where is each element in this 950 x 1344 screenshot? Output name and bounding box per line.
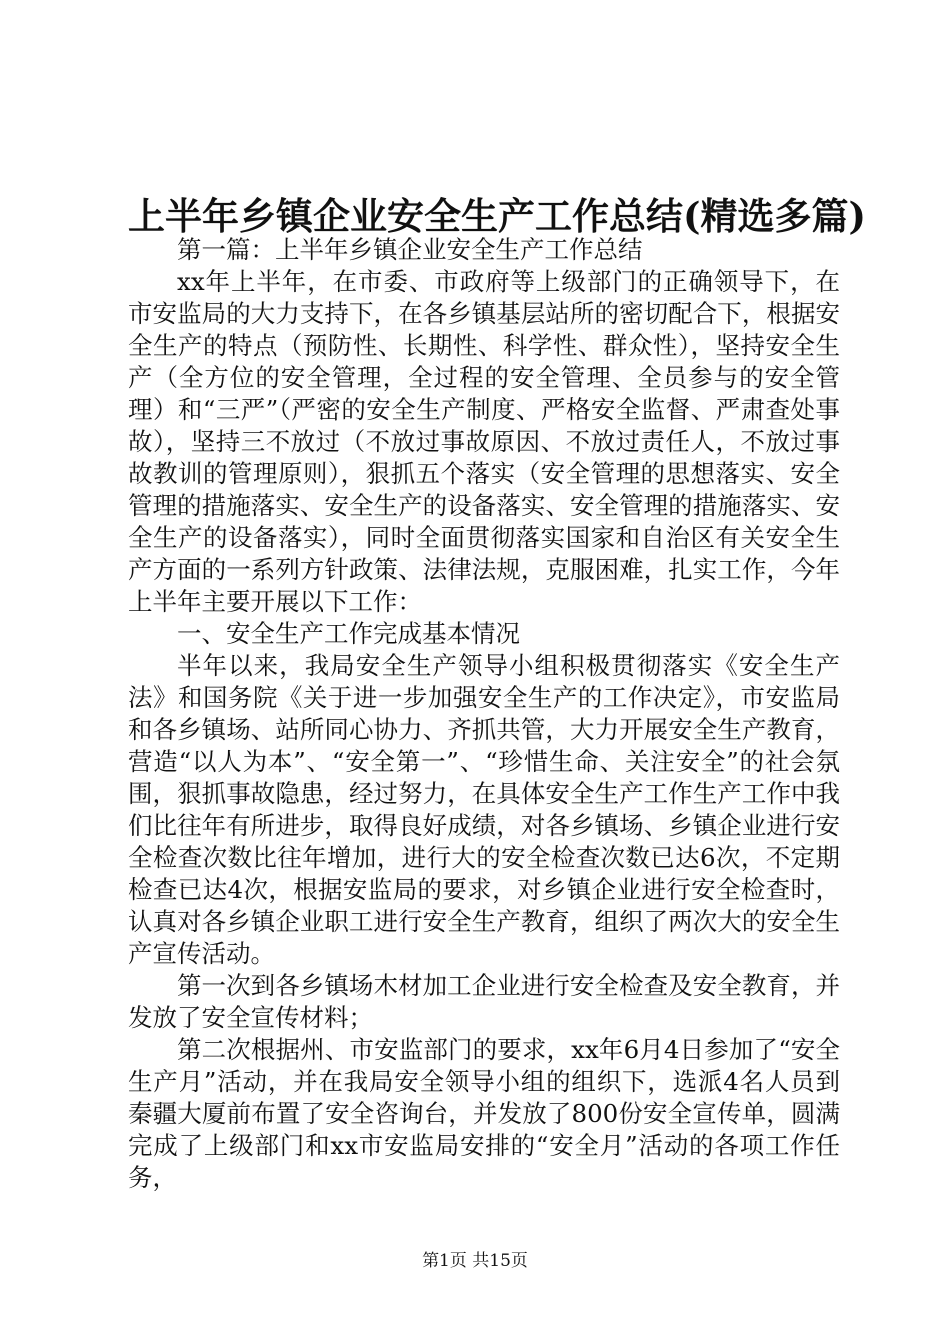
document-title: 上半年乡镇企业安全生产工作总结(精选多篇) bbox=[128, 194, 867, 238]
section-heading: 第一篇：上半年乡镇企业安全生产工作总结 bbox=[177, 235, 643, 264]
document-body bbox=[128, 234, 840, 1194]
body-paragraph: xx年上半年，在市委、市政府等上级部门的正确领导下，在市安监局的大力支持下，在各乡镇基层站所的密切配合下，根据安全生产的特点（预防性、长期性、科学性、群众性），坚持安全生产（全方位的安全管理，全过程的安全管理、全员参与的安全管理）和“三严”（严密的安全生产制度、严格安全监督、严肃查处事故），坚持三不放过（不放过事故原因、不放过责任人，不放过事故教训的管理原则），狠抓五个落实（安全管理的思想落实、安全管理的措施落实、安全生产的设备落实、安全管理的措施落实、安全生产的设备落实），同时全面贯彻落实国家和自治区有关安全生产方面的一系列方针政策、法律法规，克服困难，扎实工作，今年上半年主要开展以下工作： bbox=[128, 267, 840, 616]
section-heading: 一、安全生产工作完成基本情况 bbox=[177, 619, 520, 648]
body-paragraph: 第二次根据州、市安监部门的要求，xx年6月4日参加了“安全生产月”活动，并在我局安全领导小组的组织下，选派4名人员到秦疆大厦前布置了安全咨询台，并发放了800份安全宣传单，圆满完成了上级部门和xx市安监局安排的“安全月”活动的各项工作任务， bbox=[128, 1035, 840, 1192]
page-footer: 第1页 共15页 bbox=[422, 1251, 528, 1271]
body-paragraph: 第一次到各乡镇场木材加工企业进行安全检查及安全教育，并发放了安全宣传材料； bbox=[128, 971, 840, 1032]
body-paragraph: 半年以来，我局安全生产领导小组积极贯彻落实《安全生产法》和国务院《关于进一步加强安全生产的工作决定》，市安监局和各乡镇场、站所同心协力、齐抓共管，大力开展安全生产教育，营造“以人为本”、“安全第一”、“珍惜生命、关注安全”的社会氛围，狠抓事故隐患，经过努力，在具体安全生产工作生产工作中我们比往年有所进步，取得良好成绩，对各乡镇场、乡镇企业进行安全检查次数比往年增加，进行大的安全检查次数已达6次，不定期检查已达4次，根据安监局的要求，对乡镇企业进行安全检查时，认真对各乡镇企业职工进行安全生产教育，组织了两次大的安全生产宣传活动。 bbox=[128, 651, 840, 968]
